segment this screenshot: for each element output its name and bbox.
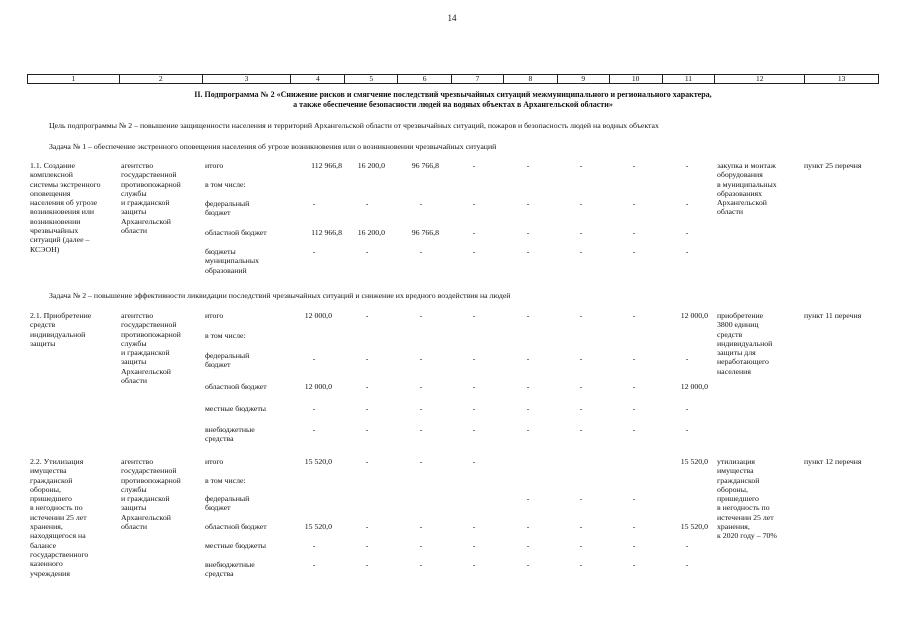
value-local: - [472,541,476,550]
value-federal: - [632,199,636,208]
value-municipal: - [419,247,423,256]
value-extrabudget: - [526,560,530,569]
value-local: - [419,404,423,413]
executor: агентство государственной противопожарной службы и гражданской защиты Архангельской области [121,161,181,236]
value-total: - [365,311,369,320]
value-local: - [579,404,583,413]
value-extrabudget: - [365,425,369,434]
value-extrabudget: - [472,560,476,569]
value-extrabudget: - [472,425,476,434]
value-extrabudget: - [632,425,636,434]
value-local: - [632,404,636,413]
value-local: - [312,541,316,550]
value-total: - [579,161,583,170]
value-total: - [526,161,530,170]
value-municipal: - [312,247,316,256]
value-total: 15 520,0 [680,457,708,466]
value-municipal: - [526,247,530,256]
source-total-label: итого [205,457,224,466]
value-municipal: - [632,247,636,256]
column-number: 5 [345,75,398,83]
column-number: 4 [291,75,345,83]
value-total: - [526,311,530,320]
measure-name: 2.2. Утилизация имущества гражданской обороны, пришедшего в негодность по истечении 25 лет хранения, находящегося на балансе государственного казенного учреждения [30,457,89,578]
value-regional: - [685,228,689,237]
list-reference: пункт 11 перечня [804,311,862,320]
value-total: - [472,311,476,320]
value-federal: - [579,494,583,503]
value-regional: - [579,382,583,391]
executor: агентство государственной противопожарной службы и гражданской защиты Архангельской области [121,311,181,386]
value-regional: - [632,228,636,237]
value-federal: - [365,354,369,363]
list-reference: пункт 12 перечня [804,457,862,466]
task-2-text: Задача № 2 – повышение эффективности ликвидации последствий чрезвычайных ситуаций и снижение их вредного воздействия на людей [49,291,511,300]
column-number: 13 [837,74,846,83]
value-extrabudget: - [685,560,689,569]
value-municipal: - [685,247,689,256]
value-extrabudget: - [312,425,316,434]
value-extrabudget: - [526,425,530,434]
value-local: - [526,404,530,413]
value-regional: - [579,522,583,531]
value-municipal: - [472,247,476,256]
list-reference: пункт 25 перечня [804,161,862,170]
column-number: 11 [663,75,716,83]
value-regional: - [365,382,369,391]
value-federal: - [685,354,689,363]
value-extrabudget: - [419,425,423,434]
column-number-header [27,74,879,84]
value-regional: - [419,522,423,531]
source-local-label: местные бюджеты [205,541,267,550]
value-local: - [365,404,369,413]
value-extrabudget: - [365,560,369,569]
expected-result: закупка и монтаж оборудования в муниципальных образованиях Архангельской области [717,161,777,217]
measure-name: 1.1. Создание комплексной системы экстренного оповещения населения об угрозе возникновения или возникновении чрезвычайных ситуаций (далее – КСЭОН) [30,161,101,254]
value-regional: - [526,522,530,531]
value-local: - [579,541,583,550]
source-total-label: итого [205,311,224,320]
source-including-label: в том числе: [205,476,246,485]
value-total: 96 766,8 [411,161,439,170]
value-total: - [365,457,369,466]
source-extrabudget-label: внебюджетные средства [205,560,255,579]
measure-name: 2.1. Приобретение средств индивидуальной защиты [30,311,92,348]
value-total: - [579,311,583,320]
value-federal: - [579,354,583,363]
value-regional: - [472,228,476,237]
column-number: 2 [120,75,203,83]
page-number: 14 [447,13,457,23]
value-regional: 15 520,0 [680,522,708,531]
value-federal: - [526,494,530,503]
value-federal: - [312,199,316,208]
source-including-label: в том числе: [205,180,246,189]
value-extrabudget: - [312,560,316,569]
value-federal: - [472,199,476,208]
value-regional: 15 520,0 [304,522,332,531]
value-regional: - [632,522,636,531]
value-regional: - [365,522,369,531]
value-total: 12 000,0 [680,311,708,320]
value-federal: - [472,354,476,363]
value-federal: - [526,354,530,363]
value-local: - [472,404,476,413]
value-regional: 16 200,0 [357,228,385,237]
expected-result: приобретение 3800 единиц средств индивидуальной защиты для неработающего населения [717,311,773,376]
value-federal: - [632,494,636,503]
task-1-text: Задача № 1 – обеспечение экстренного оповещения населения об угрозе возникновения или о возникновении чрезвычайных ситуаций [49,142,497,151]
subprogram-title-line: а также обеспечение безопасности людей на водных объектах в Архангельской области» [293,99,613,109]
value-extrabudget: - [632,560,636,569]
value-regional: 96 766,8 [411,228,439,237]
value-federal: - [365,199,369,208]
goal-text: Цель подпрограммы № 2 – повышение защищенности населения и территорий Архангельской области от чрезвычайных ситуаций, пожаров и безопасность людей на водных объектах [49,121,659,130]
column-number: 9 [558,75,610,83]
value-federal: - [579,199,583,208]
column-number: 1 [28,75,120,83]
value-federal: - [632,354,636,363]
source-regional-label: областной бюджет [205,522,267,531]
value-total: - [419,457,423,466]
value-regional: 12 000,0 [304,382,332,391]
value-extrabudget: - [579,560,583,569]
value-local: - [365,541,369,550]
value-extrabudget: - [419,560,423,569]
value-total: - [632,161,636,170]
value-municipal: - [365,247,369,256]
column-number: 3 [203,75,292,83]
value-federal: - [419,354,423,363]
source-total-label: итого [205,161,224,170]
source-federal-label: федеральный бюджет [205,351,250,370]
source-local-label: местные бюджеты [205,404,267,413]
column-number: 10 [610,75,663,83]
value-total: 112 966,8 [311,161,342,170]
source-federal-label: федеральный бюджет [205,494,250,513]
value-regional: - [632,382,636,391]
subprogram-title [27,90,879,109]
value-total: 16 200,0 [357,161,385,170]
value-total: - [632,311,636,320]
value-total: 12 000,0 [304,311,332,320]
value-local: - [312,404,316,413]
value-total: - [685,161,689,170]
value-regional: - [472,522,476,531]
value-local: - [526,541,530,550]
column-number: 7 [452,75,504,83]
value-regional: 12 000,0 [680,382,708,391]
value-local: - [419,541,423,550]
source-extrabudget-label: внебюджетные средства [205,425,255,444]
value-local: - [685,404,689,413]
column-number: 12 [715,75,805,83]
value-total: 15 520,0 [304,457,332,466]
value-federal: - [526,199,530,208]
value-federal: - [419,199,423,208]
source-regional-label: областной бюджет [205,228,267,237]
column-number: 6 [398,75,452,83]
value-federal: - [685,199,689,208]
source-federal-label: федеральный бюджет [205,199,250,218]
value-municipal: - [579,247,583,256]
source-regional-label: областной бюджет [205,382,267,391]
value-regional: - [472,382,476,391]
value-regional: 112 966,8 [311,228,342,237]
value-regional: - [526,228,530,237]
subprogram-title-line: II. Подпрограмма № 2 «Снижение рисков и смягчение последствий чрезвычайных ситуаций межмуниципального и регионального характера, [194,90,712,99]
value-total: - [419,311,423,320]
value-local: - [685,541,689,550]
value-federal: - [312,354,316,363]
value-regional: - [419,382,423,391]
value-regional: - [526,382,530,391]
expected-result: утилизация имущества гражданской обороны, пришедшего в негодность по истечении 25 лет хранения, к 2020 году – 70% [717,457,777,541]
value-regional: - [579,228,583,237]
value-extrabudget: - [685,425,689,434]
value-local: - [632,541,636,550]
value-total: - [472,161,476,170]
executor: агентство государственной противопожарной службы и гражданской защиты Архангельской области [121,457,181,532]
value-extrabudget: - [579,425,583,434]
value-total: - [472,457,476,466]
source-municipal-label: бюджеты муниципальных образований [205,247,259,275]
column-number: 8 [504,75,558,83]
source-including-label: в том числе: [205,331,246,340]
